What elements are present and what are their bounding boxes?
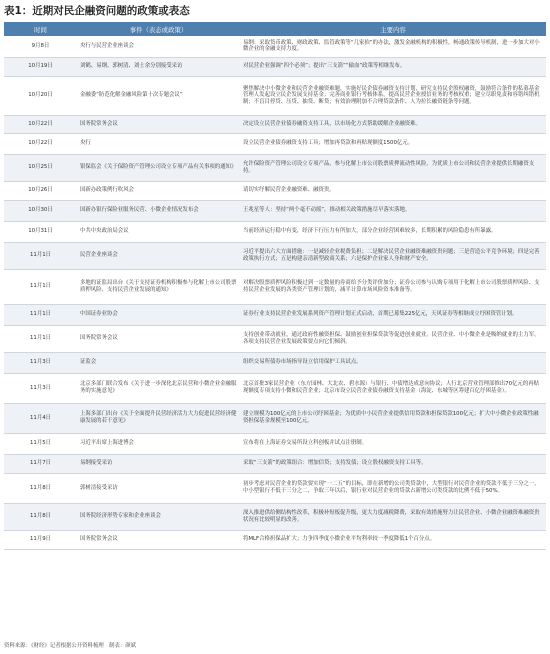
row-date: 10月25日 [4,154,77,181]
row-date: 11月1日 [4,325,77,352]
row-date: 10月26日 [4,181,77,200]
row-date: 11月4日 [4,403,77,433]
table-row [4,269,546,304]
row-event: 易纲接受采访 [77,454,240,473]
row-content: 支持创业带动就业，通过政府性融资担保、鼓励创业担保贷款等促进创业就业。民营企业、中小微企业是吸纳就业的主力军，各项支持民营企业发展政策要点向它们倾斜。 [240,325,546,352]
row-content: 建立规模为100亿元的上市公司纾困基金；为优质中小民营企业提供信用贷款和担保贷款100亿元；扩大中小微企业政策性融资担保基金规模至100亿元。 [240,403,546,433]
row-event: 多地的证监局出台《关于支持证券机构积极参与化解上市公司股票质押风险、支持民营企业发展的通知》 [77,269,240,304]
table-row [4,433,546,454]
row-date: 11月8日 [4,473,77,503]
row-date: 11月1日 [4,269,77,304]
row-content: 允许保险资产管理公司设立专项产品，参与化解上市公司股票质押流动性风险，为优质上市公司和民营企业提供长期融资支持。 [240,154,546,181]
table-row [4,503,546,530]
row-date: 10月20日 [4,76,77,115]
table-row [4,76,546,115]
row-content: 初步考虑对民营企业的贷款要实现“一二五”的目标，即在新增的公司类贷款中，大型银行对民营企业的贷款不低于三分之一，中小型银行不低于三分之二，争取三年以后，银行业对民营企业的贷款占新增公司类贷款的比例不低于50%。 [240,473,546,503]
row-date: 11月7日 [4,454,77,473]
row-content: 王兆星等人：坚持“两个毫不动摇”，推动相关政策措施尽早落实落地。 [240,200,546,221]
header-event: 事件（表态或政策） [77,22,240,36]
table-row [4,181,546,200]
row-content: 聚焦解决中小微企业和民营企业融资难题，实施好民企债券融资支持计划，研究支持民企股权融资，鼓励符合条件的私募基金管理人发起设立民企发展支持基金；完善商业银行考核体系，提高民营企业授信业务的考核权重；建立尽职免责和容错纠错机制；不盲目停贷、压贷、抽贷、断贷；有效治理附加不合理贷款条件、人为拉长融资链条等问题。 [240,76,546,115]
row-date: 11月1日 [4,304,77,325]
row-content: 北京首批3家民营企业（东方园林、大北农、碧水源）与银行、中债增达成意向协议；人行北京营业管理部推出70亿元的再贴现额度专项支持小微和民营企业；北京市设立民营企业债券融资支持基金（海淀、东城等区筹建百亿纾困基金）。 [240,373,546,403]
row-content: 对解决股票质押风险积极过到一定数量的券商给予分类评价加分；证券公司参与认购专项用于化解上市公司股票质押风险、支持民营企业发展的各类资产管理计划的，减半计算市场风险资本准备等。 [240,269,546,304]
row-content: 采取“三支箭”的政策组合：增加信贷；支持发债；设立股权融资支持工具等。 [240,454,546,473]
row-content: 决定设立民营企业债券融资支持工具，以市场化方式帮助缓解企业融资难。 [240,115,546,133]
table-row [4,242,546,269]
row-content: 当前经济运行稳中有变，经济下行压力有所加大，部分企业经营困难较多，长期积累的风险隐患有所暴露。 [240,221,546,242]
row-event: 国新办政策例行吹风会 [77,181,240,200]
table-row [4,304,546,325]
header-content: 主要内容 [240,22,546,36]
row-date: 11月5日 [4,433,77,454]
table-title: 表1：近期对民企融资问题的政策或表态 [4,5,190,17]
table-row [4,325,546,352]
row-event: 中国证券业协会 [77,304,240,325]
row-content: 宣布将在上海证券交易所设立科创板并试点注册制。 [240,433,546,454]
row-event: 银保监会《关于保险资产管理公司设立专项产品有关事项的通知》 [77,154,240,181]
table-row [4,473,546,503]
table-row [4,352,546,373]
table-row [4,403,546,433]
row-event: 习近平出席上海进博会 [77,433,240,454]
row-event: 国新办银行保险业服务民营、小微企业情况发布会 [77,200,240,221]
table-row [4,454,546,473]
row-date: 9月8日 [4,36,77,57]
row-date: 11月3日 [4,373,77,403]
row-date: 10月19日 [4,57,77,76]
row-event: 上海多部门出台《关于全面提升民营经济活力大力促进民营经济健康发展的若干意见》 [77,403,240,433]
table-header-row [4,22,546,36]
row-date: 10月30日 [4,200,77,221]
row-event: 央行与民营企业座谈会 [77,36,240,57]
row-event: 民营企业座谈会 [77,242,240,269]
table-row [4,133,546,154]
row-content: 组织交易所债券市场指导设立信用保护工具试点。 [240,352,546,373]
row-content: 证券行业支持民营企业发展系列资产管理计划正式启动，首期已募集225亿元，天风证券等相继成立纾困资管计划。 [240,304,546,325]
row-event: 刘鹤、易纲、郭树清、刘士余分别接受采访 [77,57,240,76]
row-date: 11月9日 [4,530,77,549]
row-date: 10月31日 [4,221,77,242]
row-content: 将MLF合格担保品扩大；力争四季度小微企业平均利率较一季度降低1个百分点。 [240,530,546,549]
row-event: 北京多部门联合发布《关于进一步深化北京民营和小微企业金融服务的实施意见》 [77,373,240,403]
row-date: 10月22日 [4,115,77,133]
row-content: 深入推进供给侧结构性改革，积极补短板促升级，更大力度减税降费，采取有效措施努力让民营企业、小微企业融资难融资贵状况有比较明显的改善。 [240,503,546,530]
row-event: 郭树清接受采访 [77,473,240,503]
row-event: 中共中央政治局会议 [77,221,240,242]
table-row [4,57,546,76]
table-row [4,221,546,242]
row-content: 对民营企业强调“四个必须”；提出“三支箭”“输血”政策等相继发布。 [240,57,546,76]
table-row [4,154,546,181]
header-time: 时间 [4,22,77,36]
table-row [4,115,546,133]
row-date: 10月22日 [4,133,77,154]
row-event: 央行 [77,133,240,154]
row-event: 国务院经济形势专家和企业座谈会 [77,503,240,530]
row-content: 习近平提出六大方面措施：一是减轻企业税费负担；二是解决民营企业融资难融资贵问题；三是营造公平竞争环境；四是完善政策执行方式；五是构建亲清新型政商关系；六是保护企业家人身和财产安全。 [240,242,546,269]
table-row [4,530,546,549]
row-date: 11月8日 [4,503,77,530]
row-date: 11月3日 [4,352,77,373]
source-note: 资料来源：《财经》记者根据公开资料梳理 制表：颜斌 [4,643,137,649]
row-event: 国务院常务会议 [77,325,240,352]
row-event: 国务院常务会议 [77,115,240,133]
row-content: 请切实纾解民营企业融资难、融资贵。 [240,181,546,200]
row-content: 设立民营企业债券融资支持工具；增加再贷款和再贴现额度1500亿元。 [240,133,546,154]
row-content: 易纲：采取货币政策、财政政策、监管政策等“几家抬”的办法，激发金融机构的积极性，畅通政策传导机制，进一步加大对小微企业的金融支持力度。 [240,36,546,57]
policy-table [4,22,546,550]
table-row [4,373,546,403]
row-event: 国务院常务会议 [77,530,240,549]
row-date: 11月1日 [4,242,77,269]
table-row [4,36,546,57]
row-event: 证监会 [77,352,240,373]
table-row [4,200,546,221]
row-event: 金融委“防范化解金融风险第十次专题会议” [77,76,240,115]
